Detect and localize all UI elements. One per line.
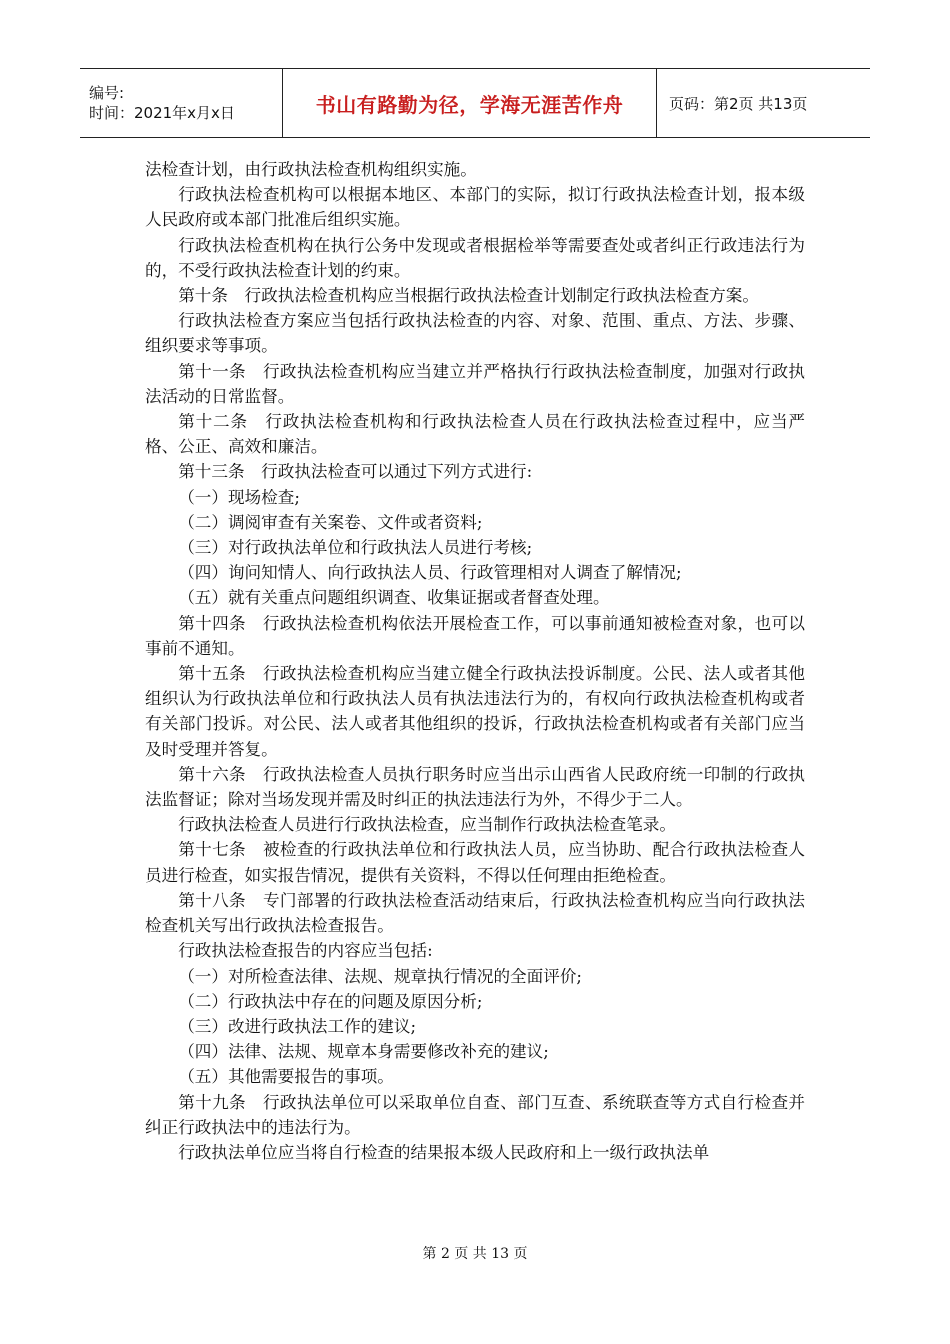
body-paragraph: 第十三条 行政执法检查可以通过下列方式进行: xyxy=(178,462,533,482)
body-paragraph: 第十四条 行政执法检查机构依法开展检查工作，可以事前通知被检查对象，也可以事前不通知。 xyxy=(145,613,805,658)
page-footer: 第 2 页 共 13 页 xyxy=(422,1246,528,1262)
body-paragraph: 第十一条 行政执法检查机构应当建立并严格执行行政执法检查制度，加强对行政执法活动的日常监督。 xyxy=(145,361,805,406)
body-paragraph: 行政执法单位应当将自行检查的结果报本级人民政府和上一级行政执法单 xyxy=(178,1142,710,1162)
header-page-info-cell xyxy=(657,69,870,137)
body-paragraph: （四）法律、法规、规章本身需要修改补充的建议; xyxy=(178,1042,549,1062)
body-paragraph: 行政执法检查机构在执行公务中发现或者根据检举等需要查处或者纠正行政违法行为的，不受行政执法检查计划的约束。 xyxy=(145,235,805,280)
body-paragraph: 第十五条 行政执法检查机构应当建立健全行政执法投诉制度。公民、法人或者其他组织认为行政执法单位和行政执法人员有执法违法行为的，有权向行政执法检查机构或者有关部门投诉。对公民、法人或者其他组织的投诉，行政执法检查机构或者有关部门应当及时受理并答复。 xyxy=(145,664,805,759)
body-paragraph: （五）就有关重点问题组织调查、收集证据或者督查处理。 xyxy=(178,588,610,608)
body-paragraph: 行政执法检查报告的内容应当包括: xyxy=(178,941,433,961)
body-paragraph: （一）对所检查法律、法规、规章执行情况的全面评价; xyxy=(178,966,583,986)
body-paragraph: （四）询问知情人、向行政执法人员、行政管理相对人调查了解情况; xyxy=(178,563,682,583)
doc-number-label: 编号: xyxy=(89,84,125,102)
body-paragraph: 行政执法检查人员进行行政执法检查，应当制作行政执法检查笔录。 xyxy=(178,815,676,835)
body-paragraph: （三）对行政执法单位和行政执法人员进行考核; xyxy=(178,538,533,558)
body-paragraph: （三）改进行政执法工作的建议; xyxy=(178,1016,417,1036)
body-paragraph: 第十六条 行政执法检查人员执行职务时应当出示山西省人民政府统一印制的行政执法监督证；除对当场发现并需及时纠正的执法违法行为外，不得少于二人。 xyxy=(145,764,805,810)
header-motto: 书山有路勤为径，学海无涯苦作舟 xyxy=(315,92,624,117)
header-page-info: 页码：第2页 共13页 xyxy=(669,94,808,113)
body-paragraph: 第十七条 被检查的行政执法单位和行政执法人员，应当协助、配合行政执法检查人员进行检查，如实报告情况，提供有关资料，不得以任何理由拒绝检查。 xyxy=(145,840,805,885)
body-paragraph: 第十二条 行政执法检查机构和行政执法检查人员在行政执法检查过程中，应当严格、公正、高效和廉洁。 xyxy=(145,412,805,457)
body-paragraph: （二）行政执法中存在的问题及原因分析; xyxy=(178,991,483,1011)
header-meta xyxy=(80,69,283,137)
header-motto-cell xyxy=(283,69,657,137)
body-paragraph: 第十八条 专门部署的行政执法检查活动结束后，行政执法检查机构应当向行政执法检查机关写出行政执法检查报告。 xyxy=(145,890,805,936)
body-paragraph: 第十条 行政执法检查机构应当根据行政执法检查计划制定行政执法检查方案。 xyxy=(178,286,759,306)
body-paragraph: 法检查计划，由行政执法检查机构组织实施。 xyxy=(145,160,477,179)
body-paragraph: 第十九条 行政执法单位可以采取单位自查、部门互查、系统联查等方式自行检查并纠正行政执法中的违法行为。 xyxy=(145,1092,805,1137)
body-paragraph: （五）其他需要报告的事项。 xyxy=(178,1067,394,1087)
body-paragraph: 行政执法检查方案应当包括行政执法检查的内容、对象、范围、重点、方法、步骤、组织要求等事项。 xyxy=(145,311,805,356)
page-header xyxy=(80,68,870,138)
body-paragraph: （一）现场检查; xyxy=(178,487,300,507)
body-paragraph: （二）调阅审查有关案卷、文件或者资料; xyxy=(178,512,483,532)
body-paragraph: 行政执法检查机构可以根据本地区、本部门的实际，拟订行政执法检查计划，报本级人民政府或本部门批准后组织实施。 xyxy=(145,185,805,230)
document-body xyxy=(145,157,805,1165)
doc-time-label: 时间：2021年x月x日 xyxy=(89,104,235,122)
